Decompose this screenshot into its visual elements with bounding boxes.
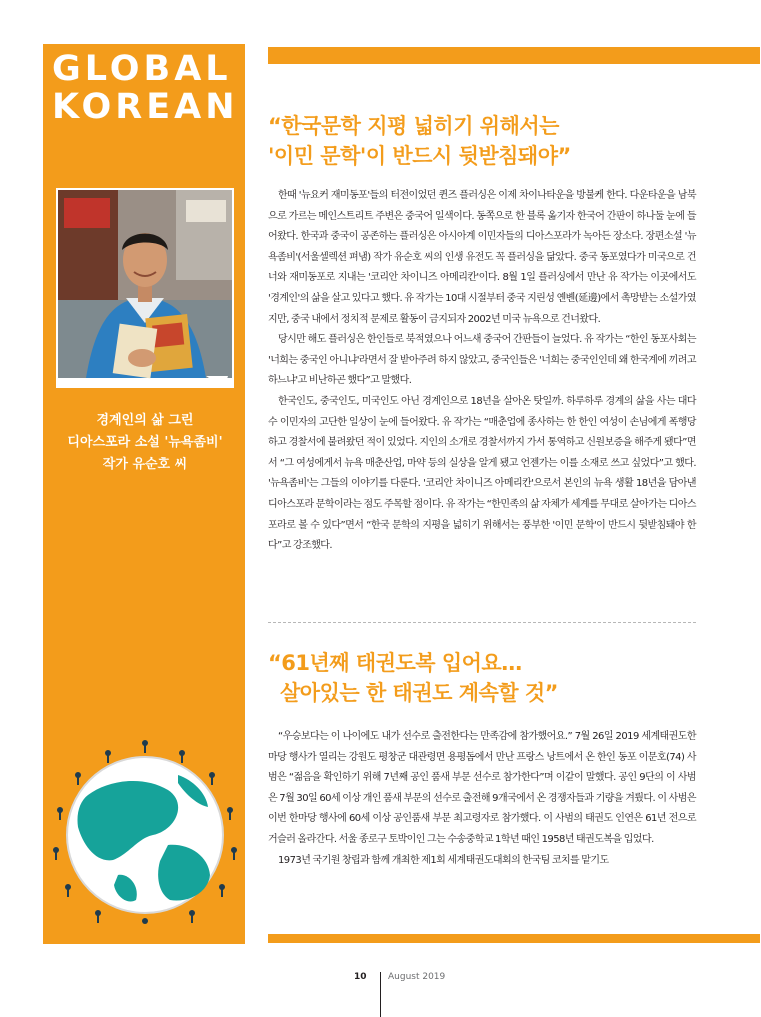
page-number: 10 xyxy=(354,972,367,982)
globe-illustration xyxy=(48,735,243,930)
article-divider xyxy=(268,622,696,623)
caption-line-3: 작가 유순호 씨 xyxy=(102,457,188,472)
article-2-paragraph: “우승보다는 이 나이에도 내가 선수로 출전한다는 만족감에 참가했어요.” 7월 26일 2019 세계태권도한마당 행사가 열리는 강원도 평창군 대관령면 용평돔에서 만난 프랑스 낭트에서 온 한인 동포 이문호(74) 사범은 “젊음을 확인하기 위해 7년째 공인 품새 부문 선수로 참가한다”며 이같이 말했다. 공인 9단의 이 사범은 7월 30일 60세 이상 개인 품새 부문의 선수로 출전해 9개국에서 온 경쟁자들과 기량을 겨뤘다. 이 사범은 이번 한마당 행사에 60세 이상 공인품새 부문 최고령자로 참가했다. 이 사범의 태권도 인연은 61년 전으로 거슬러 올라간다. 서울 종로구 토박이인 그는 수송중학교 1학년 때인 1958년 태권도복을 입었다. xyxy=(268,731,696,845)
article-1-paragraph: 한국인도, 중국인도, 미국인도 아닌 경계인으로 18년을 살아온 탓일까. 하루하루 경계의 삶을 사는 대다수 이민자의 고단한 일상이 눈에 들어왔다. 유 작가는 “매춘업에 종사하는 한 한인 여성이 손님에게 폭행당하고 경찰서에 불려왔던 적이 있었다. 지인의 소개로 경찰서까지 가서 통역하고 신원보증을 해주게 됐다”면서 “그 여성에게서 뉴욕 매춘산업, 마약 등의 실상을 알게 됐고 언젠가는 이를 소재로 쓰고 싶었다”고 했다. '뉴욕좀비'는 그들의 이야기를 다룬다. '코리안 차이니즈 아메리칸'으로서 본인의 뉴욕 생활 18년을 담아낸 디아스포라 문학이라는 점도 주목할 점이다. 유 작가는 “한민족의 삶 자체가 세계를 무대로 살아가는 디아스포라로 볼 수 있다”면서 “한국 문학의 지평을 넓히기 위해서는 풍부한 '이민 문학'이 반드시 뒷받침돼야 한다”고 강조했다. xyxy=(268,395,696,552)
article-2-headline-line-1: “61년째 태권도복 입어요… xyxy=(268,651,522,675)
article-1-headline-line-2: '이민 문학'이 반드시 뒷받침돼야” xyxy=(268,144,571,168)
section-brand-title xyxy=(52,50,242,126)
article-2-body xyxy=(268,727,696,871)
bottom-accent-bar xyxy=(268,934,760,943)
top-accent-bar xyxy=(268,47,760,64)
photo-caption xyxy=(50,410,240,476)
caption-line-2: 디아스포라 소설 '뉴욕좀비' xyxy=(67,435,223,450)
brand-line-1: GLOBAL xyxy=(52,49,232,89)
article-1-paragraph: 당시만 해도 플러싱은 한인들로 북적였으나 어느새 중국어 간판들이 늘었다. 유 작가는 “한인 동포사회는 '너희는 중국인 아니냐'라면서 잘 받아주려 하지 않았고, 중국인들은 '너희는 중국인인데 왜 한국계에 끼려고 하느냐'고 비난하곤 했다”고 말했다. xyxy=(268,334,696,387)
caption-line-1: 경계인의 삶 그린 xyxy=(96,413,194,428)
issue-date: August 2019 xyxy=(388,972,446,982)
article-1-headline xyxy=(268,111,571,171)
article-1-paragraph: 한때 '뉴요커 재미동포'들의 터전이었던 퀸즈 플러싱은 이제 차이나타운을 방불케 한다. 다운타운을 남북으로 가르는 메인스트리트 주변은 중국어 일색이다. 동쪽으로 한 블록 옮기자 한국어 간판이 하나둘 눈에 들어왔다. 한국과 중국이 공존하는 플러싱은 아시아계 이민자들의 디아스포라가 녹아든 장소다. 장편소설 '뉴욕좀비'(서울셀렉션 펴냄) 작가 유순호 씨의 인생 유전도 꼭 플러싱을 닮았다. 중국 동포였다가 미국으로 건너와 재미동포로 지내는 '코리안 차이니즈 아메리칸'이다. 8월 1일 플러싱에서 만난 유 작가는 이곳에서도 '경계인'의 삶을 살고 있다고 했다. 유 작가는 10대 시절부터 중국 지린성 옌볜(延邊)에서 촉망받는 소설가였지만, 중국 내에서 정치적 문제로 활동이 금지되자 2002년 미국 뉴욕으로 건너왔다. xyxy=(268,190,696,325)
author-photo xyxy=(56,188,234,388)
article-1-headline-line-1: “한국문학 지평 넓히기 위해서는 xyxy=(268,114,559,138)
article-2-headline-line-2: 살아있는 한 태권도 계속할 것” xyxy=(280,681,558,705)
article-2-paragraph: 1973년 국기원 창립과 함께 개최한 제1회 세계태권도대회의 한국팀 코치를 맡기도 xyxy=(278,854,609,866)
article-1-body xyxy=(268,186,696,557)
article-2-headline xyxy=(268,648,558,708)
footer-separator xyxy=(380,972,381,1017)
brand-line-2: KOREAN xyxy=(52,87,239,127)
